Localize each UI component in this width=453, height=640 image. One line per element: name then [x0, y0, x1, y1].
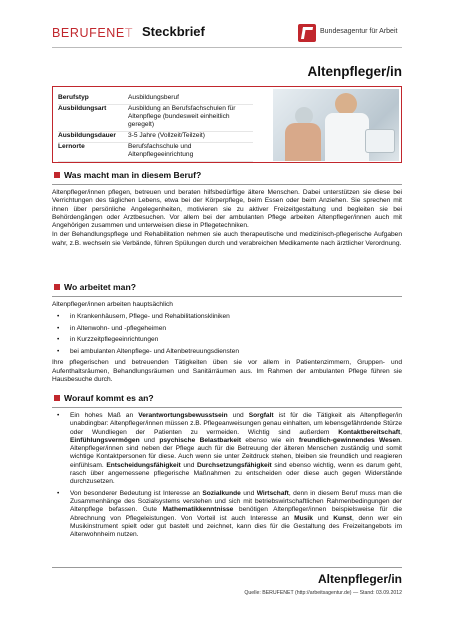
row-key: Berufstyp	[58, 94, 128, 105]
workplace-list	[52, 313, 402, 356]
profile-box	[52, 86, 402, 163]
row-value: 3-5 Jahre (Vollzeit/Teilzeit)	[128, 132, 253, 143]
section-what	[52, 170, 402, 248]
paragraph: Ihre pflegerischen und betreuenden Tätigkeiten üben sie vor allem in Patientenzimmern, Gruppen- und Aufenthaltsräumen, Behandlungsräumen und Sanitärräumen aus. Im Rahmen der ambulanten Pflege führen sie Hausbesuche durch.	[52, 359, 402, 383]
list-item: • Von besonderer Bedeutung ist Interesse an Sozialkunde und Wirtschaft, denn in diesem Beruf muss man die Zusammenhänge des Sozialsystems verstehen und sich mit betriebswirtschaftlichen Rahmenbedingungen der Altenpflege befassen. Gute Mathematikkenntnisse benötigen Altenpfleger/innen beispielsweise für die Abrechnung von Pflegeleistungen. Von Vorteil ist auch Interesse an Musik und Kunst, denn wer ein Musikinstrument spielt oder gut bastelt und zeichnet, kann dies für die Gestaltung des Freizeitangebots im Altenwohnheim nutzen.	[52, 490, 402, 540]
section-heading: Was macht man in diesem Beruf?	[64, 170, 202, 180]
footer-divider	[52, 567, 402, 568]
requirements-list	[52, 412, 402, 539]
agency-name: Bundesagentur für Arbeit	[320, 28, 398, 35]
header-divider	[52, 47, 402, 48]
table-row	[58, 94, 253, 105]
paragraph: In der Behandlungspflege und Rehabilitation nehmen sie auch therapeutische und medizinisch-pflegerische Aufgaben wahr, z.B. wechseln sie Verbände, führen Spülungen durch und verabreichen Medikamente nach ärztlicher Verordnung.	[52, 231, 402, 247]
row-value: Berufsfachschule und Altenpflegeeinrichtung	[128, 143, 253, 162]
footer-source: Quelle: BERUFENET (http://arbeitsagentur.de) — Stand: 03.09.2012	[244, 590, 402, 596]
row-value: Ausbildungsberuf	[128, 94, 253, 105]
list-item: • bei ambulanten Altenpflege- und Altenbetreuungsdiensten	[52, 348, 402, 356]
table-row	[58, 143, 253, 162]
page-title: Altenpfleger/in	[307, 64, 402, 79]
section-divider	[52, 296, 402, 297]
paragraph: Altenpfleger/innen arbeiten hauptsächlich	[52, 301, 173, 308]
section-requirements	[52, 393, 402, 542]
profile-table	[58, 94, 253, 162]
row-value: Ausbildung an Berufsfachschulen für Altenpflege (bundesweit einheitlich geregelt)	[128, 105, 253, 132]
section-square-icon	[54, 395, 60, 401]
section-divider	[52, 184, 402, 185]
row-key: Ausbildungsart	[58, 105, 128, 132]
header-section-label: Steckbrief	[142, 24, 205, 39]
list-item: • in Altenwohn- und -pflegeheimen	[52, 325, 402, 333]
care-photo	[273, 89, 399, 161]
paragraph: Altenpfleger/innen pflegen, betreuen und beraten hilfsbedürftige ältere Menschen. Dabei unterstützen sie diese bei Verrichtungen des täglichen Lebens, etwa bei der Körperpflege, beim Essen oder beim Anziehen. Sie sprechen mit ihnen über persönliche Angelegenheiten, motivieren sie zu aktiver Freizeitgestaltung und begleiten sie bei Behördengängen oder Arztbesuchen. Vor allem bei der ambulanten Pflege arbeiten Altenpfleger/innen auch mit Angehörigen zusammen und unterweisen diese in Pflegetechniken.	[52, 189, 402, 230]
section-where	[52, 282, 402, 384]
berufenet-logo: BERUFENET	[52, 26, 134, 40]
section-divider	[52, 407, 402, 408]
row-key: Ausbildungsdauer	[58, 132, 128, 143]
section-heading: Worauf kommt es an?	[64, 393, 154, 403]
section-square-icon	[54, 172, 60, 178]
ba-logo-icon	[298, 24, 316, 42]
list-item: • in Krankenhäusern, Pflege- und Rehabilitationskliniken	[52, 313, 402, 321]
section-square-icon	[54, 284, 60, 290]
table-row	[58, 105, 253, 132]
row-key: Lernorte	[58, 143, 128, 162]
section-heading: Wo arbeitet man?	[64, 282, 136, 292]
list-item: • in Kurzzeitpflegeeinrichtungen	[52, 336, 402, 344]
table-row	[58, 132, 253, 143]
footer-title: Altenpfleger/in	[317, 572, 402, 586]
page-header	[52, 24, 402, 46]
list-item: • Ein hohes Maß an Verantwortungsbewusstsein und Sorgfalt ist für die Tätigkeit als Altenpfleger/in unabdingbar: Altenpfleger/innen müssen z.B. Pflegeanweisungen genau einhalten, um lebensgefährdende Stürze oder Wundliegen der Patienten zu vermeiden. Wichtig sind außerdem Kontaktbereitschaft, Einfühlungsvermögen und psychische Belastbarkeit ebenso wie ein freundlich-gewinnendes Wesen. Altenpfleger/innen sind neben der Pflege auch für die Betreuung der älteren Menschen zuständig und somit wichtige Kontaktpersonen für diese. Auch wenn sie unter Zeitdruck stehen, bleiben sie freundlich und reagieren einfühlsam. Entscheidungsfähigkeit und Durchsetzungsfähigkeit sind ebenso wichtig, wenn es darum geht, rasch über angemessene pflegerische Maßnahmen zu entscheiden oder diese auch gegen Widerstände durchzusetzen.	[52, 412, 402, 487]
